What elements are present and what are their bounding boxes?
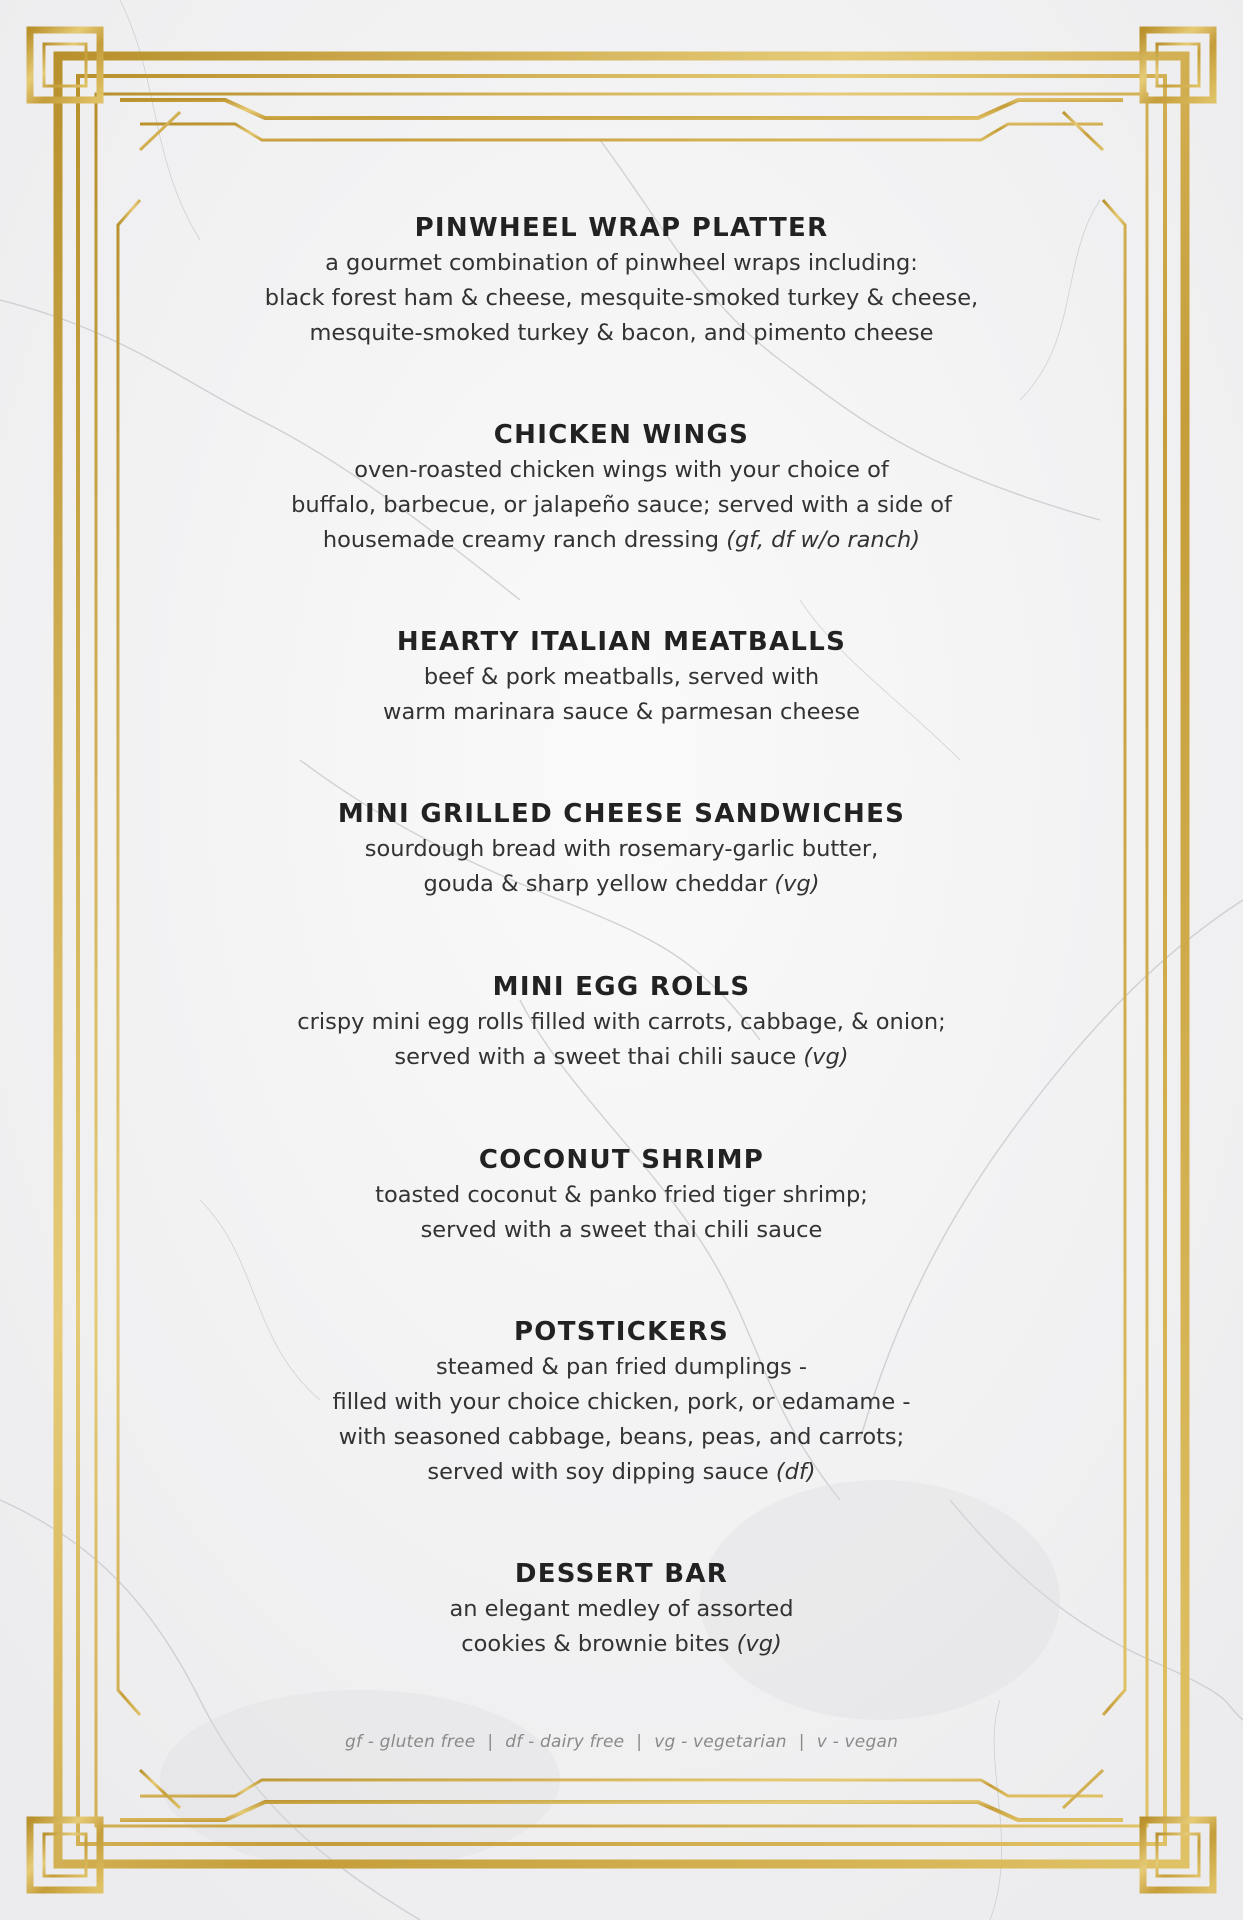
item-description-line [150,523,1093,558]
item-title: HEARTY ITALIAN MEATBALLS [396,627,847,657]
menu-item-potstickers [150,1314,1093,1490]
item-description-line [150,867,1093,902]
menu-item-mini-egg-rolls [150,969,1093,1075]
item-description-text: served with a sweet thai chili sauce [394,1044,797,1070]
item-description-line: crispy mini egg rolls filled with carrots, cabbage, & onion; [297,1009,946,1035]
dietary-legend [150,1732,1093,1752]
item-description-line: with seasoned cabbage, beans, peas, and carrots; [338,1424,905,1450]
item-description-line: oven-roasted chicken wings with your choice of [354,457,889,483]
item-description-line: mesquite-smoked turkey & bacon, and pimento cheese [309,320,934,346]
item-description-text: served with soy dipping sauce [427,1459,769,1485]
menu-item-coconut-shrimp [150,1142,1093,1248]
menu-content [150,0,1093,1920]
item-description-line: warm marinara sauce & parmesan cheese [383,699,860,725]
legend-dairy-free: df - dairy free [505,1732,625,1752]
item-description-line [150,1040,1093,1075]
dietary-tag: (df) [775,1459,816,1485]
item-description-line: served with a sweet thai chili sauce [420,1217,823,1243]
legend-separator: | [487,1732,494,1752]
menu-item-pinwheel-wrap-platter [150,210,1093,351]
dietary-tag: (vg) [803,1044,849,1070]
dietary-tag: (vg) [774,871,820,897]
item-description-line: beef & pork meatballs, served with [423,664,820,690]
legend-separator: | [798,1732,805,1752]
item-description-line [150,1455,1093,1490]
item-description-line [150,1627,1093,1662]
legend-vegetarian: vg - vegetarian [654,1732,787,1752]
item-description-line: filled with your choice chicken, pork, or edamame - [332,1389,911,1415]
dietary-tag: (gf, df w/o ranch) [726,527,921,553]
legend-separator: | [636,1732,643,1752]
item-title: MINI GRILLED CHEESE SANDWICHES [337,799,906,829]
menu-item-chicken-wings [150,417,1093,558]
item-description-line: toasted coconut & panko fried tiger shrimp; [375,1182,868,1208]
item-title: COCONUT SHRIMP [478,1145,765,1175]
dietary-tag: (vg) [736,1631,782,1657]
legend-gluten-free: gf - gluten free [344,1732,476,1752]
item-description-line: steamed & pan fried dumplings - [435,1354,808,1380]
item-description-text: gouda & sharp yellow cheddar [423,871,768,897]
item-description-line: an elegant medley of assorted [449,1596,794,1622]
item-description-line: black forest ham & cheese, mesquite-smoked turkey & cheese, [264,285,979,311]
item-description-line: a gourmet combination of pinwheel wraps including: [325,250,918,276]
item-title: CHICKEN WINGS [493,420,750,450]
item-description-line: sourdough bread with rosemary-garlic butter, [364,836,879,862]
item-title: POTSTICKERS [513,1317,730,1347]
legend-vegan: v - vegan [816,1732,899,1752]
item-title: PINWHEEL WRAP PLATTER [414,213,829,243]
item-title: DESSERT BAR [514,1559,729,1589]
menu-item-hearty-italian-meatballs [150,624,1093,730]
item-description-text: cookies & brownie bites [461,1631,730,1657]
item-description-line: buffalo, barbecue, or jalapeño sauce; served with a side of [291,492,952,518]
menu-item-mini-grilled-cheese-sandwiches [150,796,1093,902]
menu-item-dessert-bar [150,1556,1093,1662]
item-description-text: housemade creamy ranch dressing [322,527,720,553]
item-title: MINI EGG ROLLS [492,972,751,1002]
